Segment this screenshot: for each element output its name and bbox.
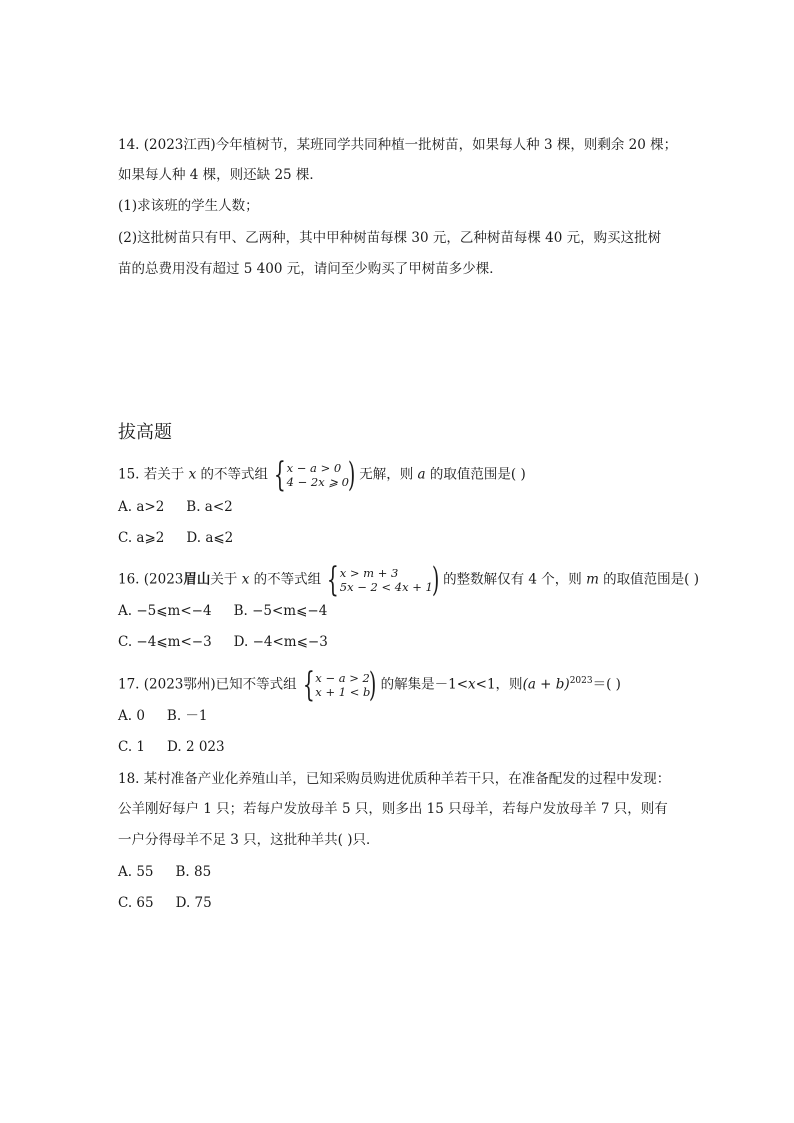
q17-eq1: x − a > 2 — [315, 671, 370, 685]
q14-line-2: 如果每人种 4 棵，则还缺 25 棵． — [118, 167, 323, 183]
q16-option-d: D. −4<m⩽−3 — [233, 634, 328, 650]
q18-line-3: 一户分得母羊不足 3 只，这批种羊共( )只． — [118, 832, 380, 848]
q16-eq2: 5x − 2 < 4x + 1 — [339, 580, 433, 594]
q18-line-2: 公羊刚好每户 1 只；若每户发放母羊 5 只，则多出 15 只母羊，若每户发放母羊 7 只，则有 — [118, 801, 668, 817]
q16-option-c: C. −4⩽m<−3 — [118, 634, 212, 650]
q15-var: x — [188, 466, 197, 483]
q15-options-row-1 — [118, 497, 233, 517]
q16-m-var: m — [586, 571, 599, 588]
q16-suffix-a: 的整数解仅有 4 个，则 — [443, 571, 587, 588]
q15-option-b: B. a<2 — [186, 499, 233, 515]
q15-mid: 的不等式组 — [196, 466, 268, 483]
q15-options-row-2 — [118, 528, 233, 548]
q17-expr: (a + b) — [522, 676, 570, 693]
q14-line-1: 14. (2023江西)今年植树节，某班同学共同种植一批树苗，如果每人种 3 棵，则剩余 20 棵； — [118, 137, 678, 153]
q15-option-c: C. a⩾2 — [118, 530, 165, 546]
right-paren: ) — [431, 560, 440, 600]
q17-system — [298, 665, 380, 705]
q16-options-row-1 — [118, 601, 327, 621]
section-heading: 拔高题 — [118, 422, 172, 443]
q14-part-2-line-2: 苗的总费用没有超过 5 400 元，请问至少购买了甲树苗多少棵． — [118, 261, 503, 277]
q15-prefix: 15. 若关于 — [118, 466, 189, 483]
q16-option-b: B. −5<m⩽−4 — [233, 603, 328, 619]
q17-exponent: 2023 — [569, 676, 593, 686]
q17-option-a: A. 0 — [118, 708, 145, 724]
q15-suffix-b: 的取值范围是( ) — [425, 466, 526, 483]
q18-line-1: 18. 某村准备产业化养殖山羊，已知采购员购进优质种羊若干只，在准备配发的过程中发现： — [118, 771, 671, 787]
q14-part-2-line-1: (2)这批树苗只有甲、乙两种，其中甲种树苗每棵 30 元，乙种树苗每棵 40 元，购买这批树 — [118, 230, 662, 246]
q16-system — [322, 560, 442, 600]
q15-system — [269, 455, 358, 495]
left-brace: { — [273, 455, 286, 495]
q17-eq2: x + 1 < b — [315, 685, 371, 699]
q15-suffix-a: 无解，则 — [359, 466, 418, 483]
q15-eq1: x − a > 0 — [286, 461, 342, 475]
right-paren: ) — [369, 665, 377, 705]
q16-mid2: 的不等式组 — [249, 571, 322, 588]
q18-option-d: D. 75 — [175, 895, 212, 911]
q18-option-b: B. 85 — [175, 864, 212, 880]
q16-prefix: 16. (2023 — [118, 571, 184, 588]
q15-eq2: 4 − 2x ⩾ 0 — [286, 475, 349, 489]
q18-options-row-1 — [118, 862, 211, 882]
q16-options-row-2 — [118, 632, 328, 652]
left-brace: { — [326, 560, 339, 600]
q18-options-row-2 — [118, 893, 212, 913]
q16-option-a: A. −5⩽m<−4 — [118, 603, 212, 619]
q18-option-c: C. 65 — [118, 895, 154, 911]
q16-mid1: 关于 — [210, 571, 242, 588]
q17-stem — [118, 665, 621, 705]
q17-var: x — [468, 676, 476, 693]
q16-suffix-b: 的取值范围是( ) — [598, 571, 699, 588]
q15-option-d: D. a⩽2 — [186, 530, 234, 546]
q15-stem — [118, 455, 526, 495]
q16-eq1: x > m + 3 — [339, 566, 399, 580]
q17-mid: 的解集是－1< — [380, 676, 469, 693]
q18-option-a: A. 55 — [118, 864, 154, 880]
left-brace: { — [302, 665, 315, 705]
q16-stem — [118, 560, 699, 600]
q17-prefix: 17. (2023鄂州)已知不等式组 — [118, 676, 297, 693]
q17-options-row-1 — [118, 706, 208, 726]
q17-suffix: ＝( ) — [592, 676, 621, 693]
q14-part-1: (1)求该班的学生人数； — [118, 198, 259, 214]
right-paren: ) — [347, 455, 356, 495]
q16-var: x — [241, 571, 250, 588]
q16-region: 眉山 — [183, 571, 211, 588]
q17-option-d: D. 2 023 — [167, 739, 225, 755]
q17-options-row-2 — [118, 737, 225, 757]
q17-mid2: <1，则 — [475, 676, 523, 693]
q17-option-b: B. －1 — [166, 708, 208, 724]
q17-option-c: C. 1 — [118, 739, 146, 755]
q15-a-var: a — [417, 466, 426, 483]
q15-option-a: A. a>2 — [118, 499, 165, 515]
